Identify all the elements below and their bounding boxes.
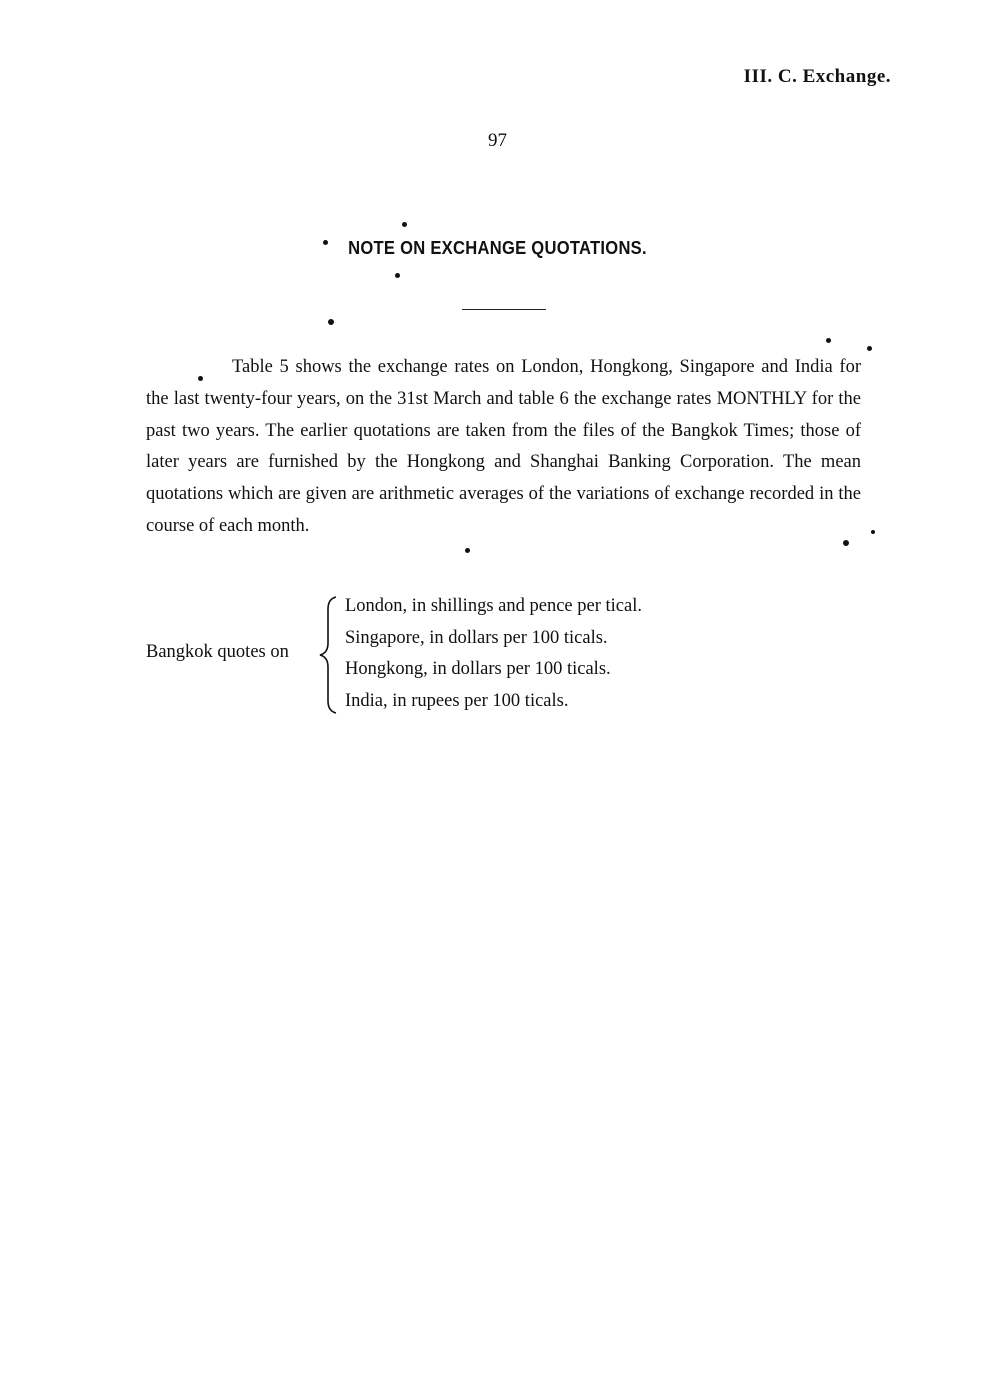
scan-speck (465, 548, 470, 553)
section-tag: III. C. Exchange. (743, 66, 891, 87)
quotes-block (146, 591, 846, 721)
page-title: NOTE ON EXCHANGE QUOTATIONS. (348, 238, 647, 258)
scan-speck (323, 240, 328, 245)
quotes-label: Bangkok quotes on (146, 642, 289, 662)
scan-speck (843, 540, 849, 546)
scan-speck (871, 530, 875, 534)
page-number: 97 (488, 130, 507, 151)
body-paragraph: Table 5 shows the exchange rates on London, Hongkong, Singapore and India for the last twenty-four years, on the 31st March and table 6 the exchange rates MONTHLY for the past two years. The earlier quotations are taken from the files of the Bangkok Times; those of later years are furnished by the Hongkong and Shanghai Banking Corporation. The mean quotations which are given are arithmetic averages of the variations of exchange recorded in the course of each month. (146, 357, 861, 536)
quote-item-india: India, in rupees per 100 ticals. (345, 690, 569, 711)
quote-item-hongkong: Hongkong, in dollars per 100 ticals. (345, 659, 611, 679)
scan-speck (867, 346, 872, 351)
scan-speck (198, 376, 203, 381)
scan-speck (328, 319, 334, 325)
scan-speck (826, 338, 831, 343)
scan-speck (402, 222, 407, 227)
quote-list (345, 591, 642, 717)
scan-speck (395, 273, 400, 278)
curly-brace-icon (316, 595, 346, 715)
title-divider (462, 309, 546, 310)
quote-item-singapore: Singapore, in dollars per 100 ticals. (345, 627, 608, 648)
quote-item-london: London, in shillings and pence per tical. (345, 596, 642, 616)
